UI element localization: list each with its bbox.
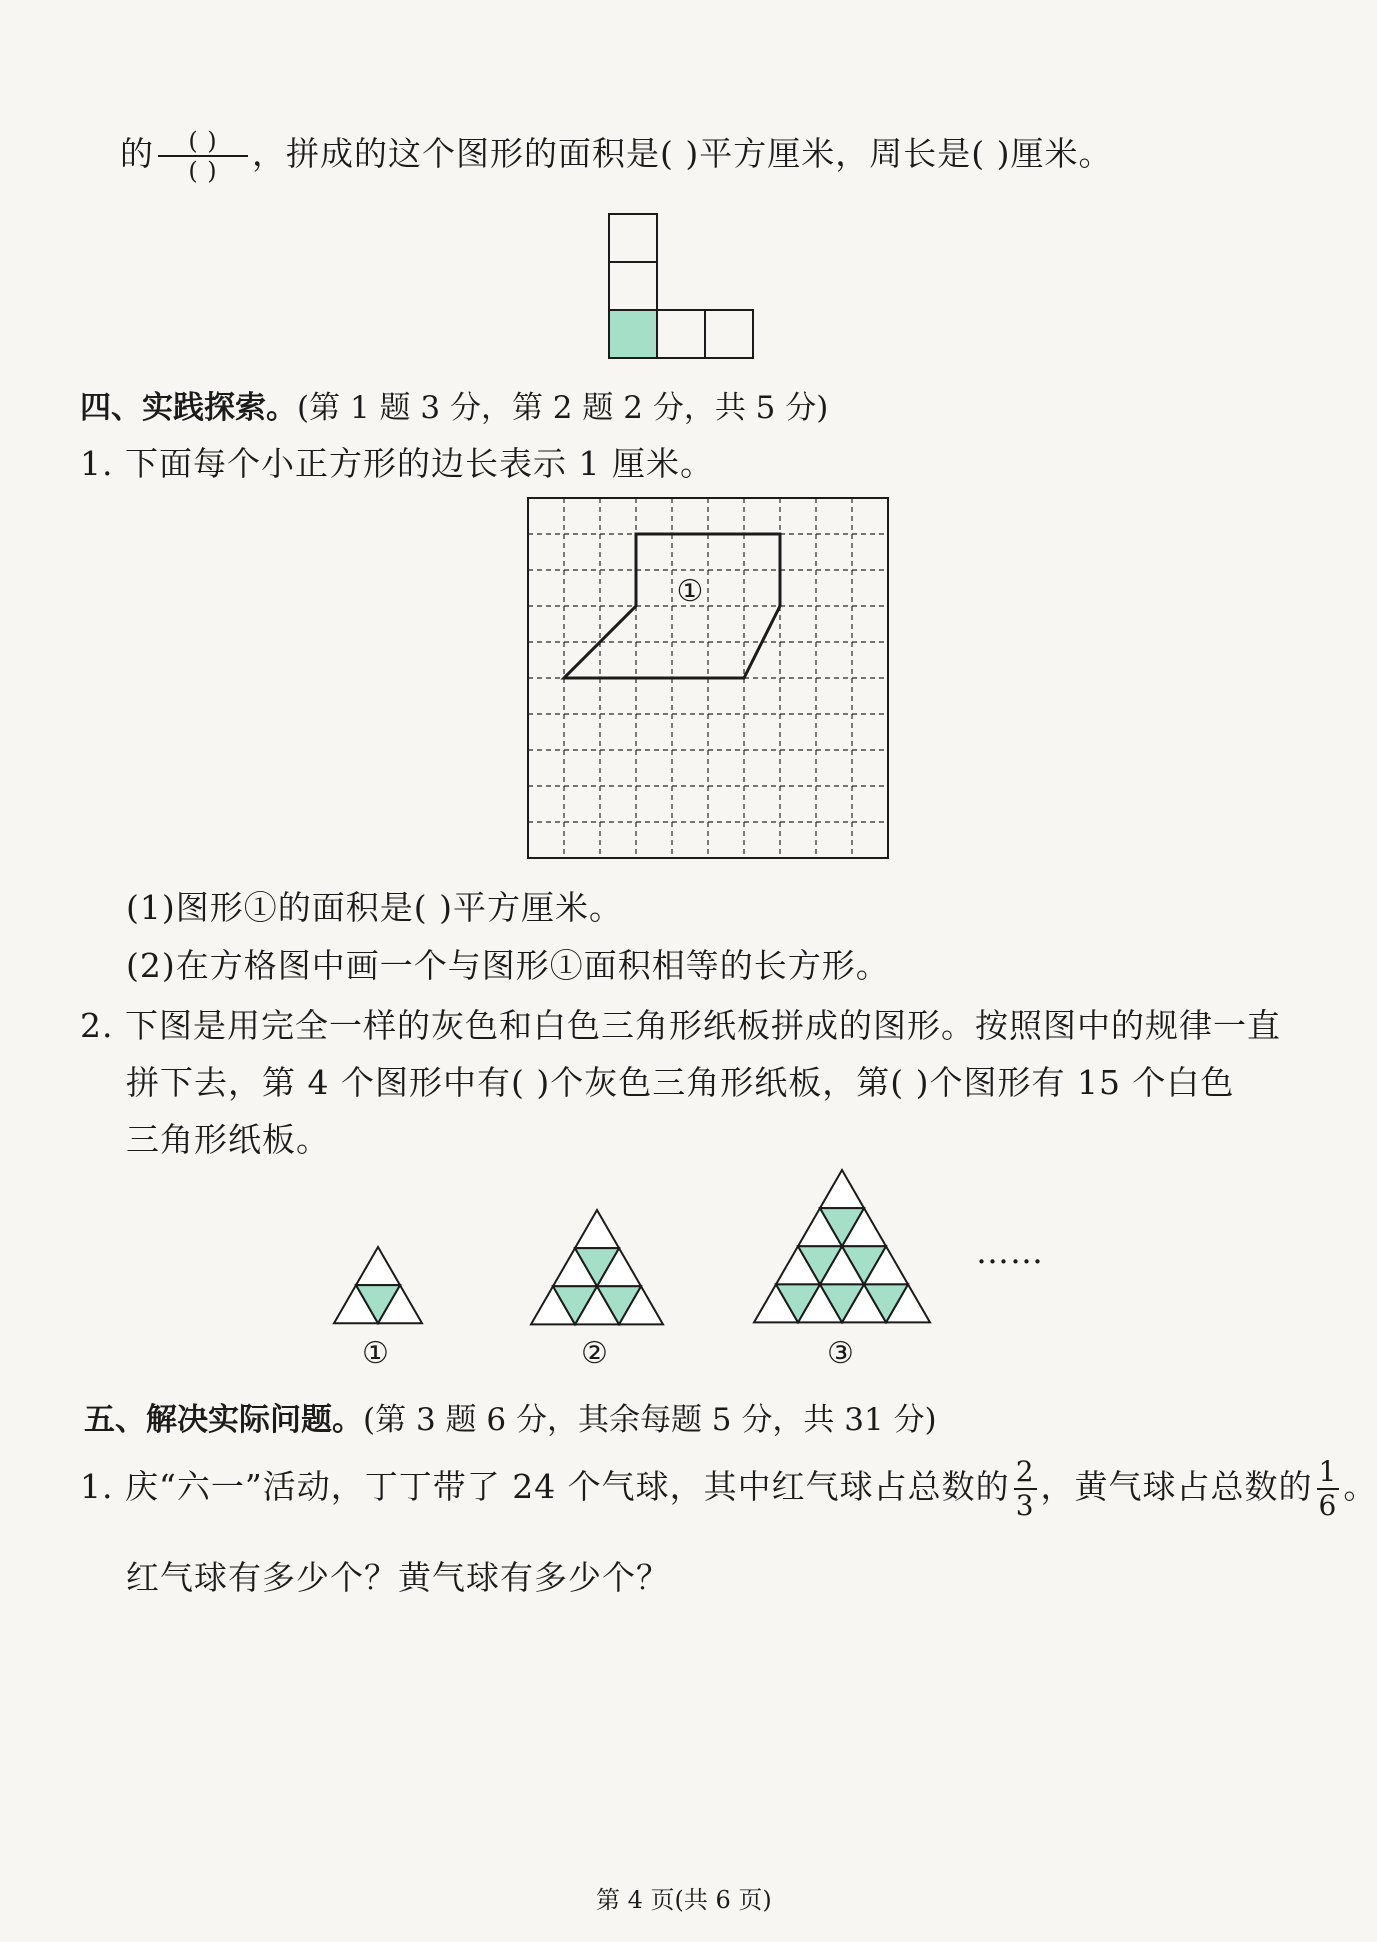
ellipsis: …… <box>976 1232 1044 1271</box>
fraction-denominator: 6 <box>1318 1489 1338 1522</box>
l-shape-figure <box>608 212 758 362</box>
section4-points: (第 1 题 3 分，第 2 题 2 分，共 5 分) <box>297 390 829 426</box>
blank-fraction-denominator: ( ) <box>188 157 218 185</box>
white-triangle <box>575 1210 619 1248</box>
white-triangle <box>356 1247 400 1285</box>
triangle-label-2: ② <box>581 1336 609 1371</box>
blank-fraction <box>158 129 248 183</box>
q3-continuation-line <box>120 128 1112 183</box>
fraction-one-sixth <box>1317 1455 1340 1522</box>
fraction-denominator: 3 <box>1015 1489 1035 1522</box>
shape-1-label: ① <box>676 574 704 609</box>
square-top <box>609 214 657 262</box>
white-triangle <box>820 1170 864 1208</box>
s4-q2-line1: 2. 下图是用完全一样的灰色和白色三角形纸板拼成的图形。按照图中的规律一直 <box>80 1006 1281 1045</box>
section5-heading <box>84 1394 937 1439</box>
s4-q1-sub2: (2)在方格图中画一个与图形①面积相等的长方形。 <box>126 946 890 985</box>
grid-figure <box>527 497 889 859</box>
triangle-figure-1 <box>334 1247 424 1327</box>
q3-prefix: 的 <box>120 134 154 173</box>
s4-q1-text: 1. 下面每个小正方形的边长表示 1 厘米。 <box>80 444 714 483</box>
square-bottom-right <box>705 310 753 358</box>
triangle-figure-3 <box>754 1170 934 1327</box>
fraction-numerator: 1 <box>1318 1455 1338 1488</box>
square-bottom-middle <box>657 310 705 358</box>
s4-q2-line2: 拼下去，第 4 个图形中有( )个灰色三角形纸板，第( )个图形有 15 个白色 <box>126 1063 1235 1102</box>
page-footer: 第 4 页(共 6 页) <box>596 1886 772 1914</box>
s5-q1-seg3: 。 <box>1343 1467 1377 1506</box>
s4-q2-line3: 三角形纸板。 <box>126 1120 330 1159</box>
section4-heading <box>80 382 828 427</box>
q3-suffix: ，拼成的这个图形的面积是( )平方厘米，周长是( )厘米。 <box>252 134 1113 173</box>
square-middle <box>609 262 657 310</box>
fraction-two-thirds <box>1014 1455 1037 1522</box>
blank-fraction-numerator: ( ) <box>158 129 248 157</box>
s4-q1-sub1: (1)图形①的面积是( )平方厘米。 <box>126 888 623 927</box>
fraction-numerator: 2 <box>1015 1455 1035 1488</box>
s5-q1-line1 <box>80 1455 1377 1522</box>
section5-points: (第 3 题 6 分，其余每题 5 分，共 31 分) <box>363 1402 937 1438</box>
s5-q1-line2: 红气球有多少个？黄气球有多少个？ <box>126 1558 670 1597</box>
triangle-label-1: ① <box>362 1336 390 1371</box>
triangle-figure-2 <box>531 1210 665 1327</box>
triangle-label-3: ③ <box>827 1336 855 1371</box>
section5-title: 五、解决实际问题。 <box>84 1402 363 1438</box>
s5-q1-seg1: 1. 庆“六一”活动，丁丁带了 24 个气球，其中红气球占总数的 <box>80 1467 1010 1506</box>
s5-q1-seg2: ，黄气球占总数的 <box>1040 1467 1313 1506</box>
section4-title: 四、实践探索。 <box>80 390 297 426</box>
shaded-square <box>609 310 657 358</box>
